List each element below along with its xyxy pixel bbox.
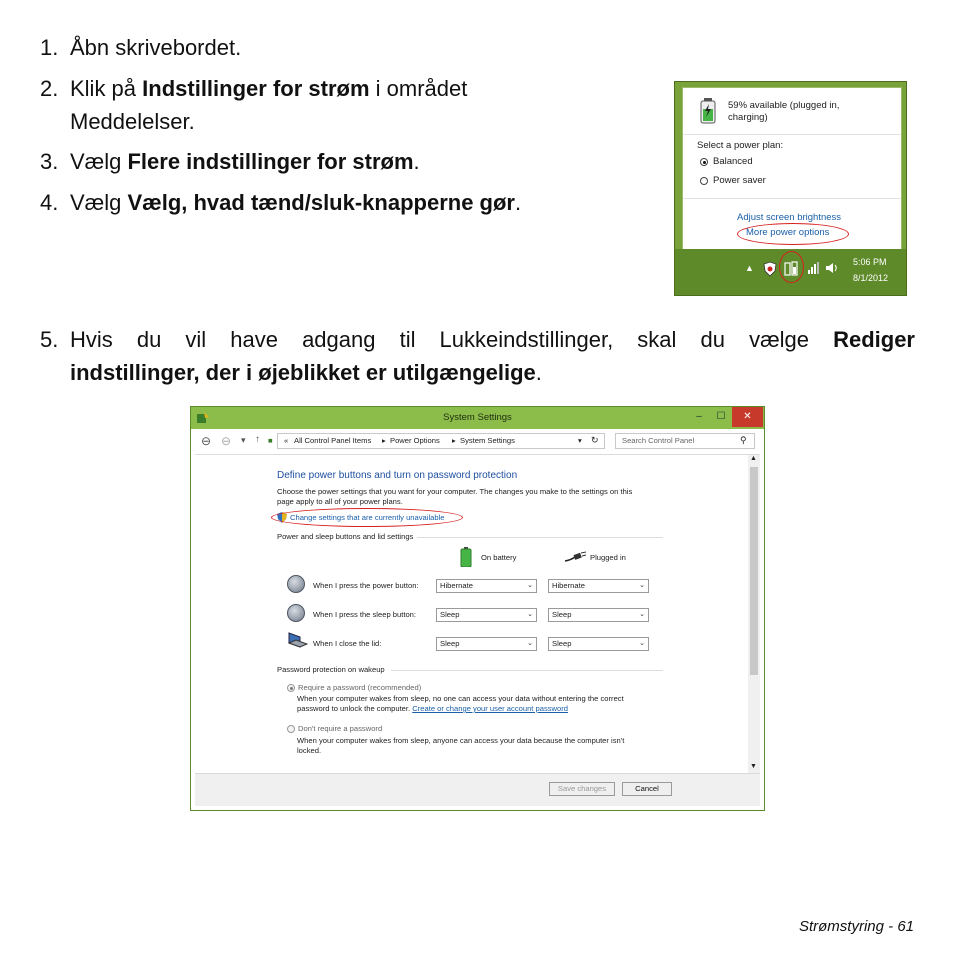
power-button-plugged-select[interactable]: Hibernate ⌄ xyxy=(548,579,649,593)
power-plug-icon xyxy=(563,551,587,563)
divider xyxy=(683,198,901,199)
intro-text: Choose the power settings that you want for your computer. The changes you make to the settings on this xyxy=(277,487,633,496)
up-arrow-icon[interactable]: ↑ xyxy=(255,434,260,445)
highlight-circle xyxy=(271,508,463,527)
cancel-button[interactable]: Cancel xyxy=(622,782,672,796)
scroll-down-icon[interactable]: ▼ xyxy=(750,763,757,770)
step-2: 2. Klik på Indstillinger for strøm i området Meddelelser. xyxy=(40,76,468,134)
chevron-down-icon: ⌄ xyxy=(639,582,645,589)
adjust-brightness-link[interactable]: Adjust screen brightness xyxy=(737,212,842,223)
system-settings-window: System Settings – ☐ ✕ ⊖ ⊖ ▾ ↑ ■ « All Control Panel Items ▸ Power Options ▸ System Settings ▾ ↻ Search Control Panel ⚲ Define power buttons and turn on password protection Choose the power settings that you want for your computer. The changes you make to the settings on this page apply to all of your power plans. Change settings that are currently unavailable Power and sleep buttons and lid settings On battery Plugged in When I press the power button: Hibernate ⌄ Hibernate ⌄ When I press the sleep button: Sleep ⌄ Sleep ⌄ When I close the lid: Sleep ⌄ Sleep ⌄ Password protection on wakeup Require a password (recommended) When your computer wakes from sleep, no one can access your data without entering the correct password to unlock the computer. Create or change your user account password Don't require a password When your computer wakes from sleep, anyone can access your data because the computer isn't locked. ▲ ▼ Save changes Cancel xyxy=(190,406,765,811)
radio-no-password[interactable] xyxy=(287,725,295,733)
chevron-down-icon: ⌄ xyxy=(527,611,533,618)
highlight-circle xyxy=(737,223,849,245)
divider xyxy=(417,537,663,538)
network-signal-icon[interactable] xyxy=(807,261,821,275)
divider xyxy=(391,670,663,671)
close-button[interactable]: ✕ xyxy=(732,407,763,427)
clock-date[interactable]: 8/1/2012 xyxy=(853,273,889,283)
no-password-label: Don't require a password xyxy=(298,724,383,733)
back-arrow-icon[interactable]: ⊖ xyxy=(201,434,212,448)
step-5: 5. Hvis du vil have adgang til Lukkeindstillinger, skal du vælge Rediger xyxy=(40,327,915,352)
button-bar xyxy=(195,773,760,806)
radio-power-saver[interactable] xyxy=(700,177,708,185)
breadcrumb-item[interactable]: All Control Panel Items xyxy=(294,436,372,445)
select-plan-label: Select a power plan: xyxy=(697,140,784,151)
sleep-button-plugged-select[interactable]: Sleep ⌄ xyxy=(548,608,649,622)
chevron-down-icon[interactable]: ▾ xyxy=(241,435,246,445)
step-3: 3. Vælg Flere indstillinger for strøm. xyxy=(40,149,420,174)
battery-icon xyxy=(460,547,472,567)
chevron-down-icon: ⌄ xyxy=(639,640,645,647)
highlight-circle xyxy=(779,251,804,283)
row-label: When I press the power button: xyxy=(313,581,419,590)
laptop-lid-icon xyxy=(286,631,308,651)
radio-balanced[interactable] xyxy=(700,158,708,166)
chevron-right-icon: ▸ xyxy=(382,436,386,445)
search-input[interactable]: Search Control Panel ⚲ xyxy=(615,433,755,449)
chevron-down-icon: ⌄ xyxy=(527,640,533,647)
clock-time[interactable]: 5:06 PM xyxy=(853,257,887,267)
require-password-desc: password to unlock the computer. Create or change your user account password xyxy=(297,704,569,713)
address-bar xyxy=(195,431,760,453)
breadcrumb-item[interactable]: Power Options xyxy=(390,436,440,445)
page-title: Define power buttons and turn on password protection xyxy=(277,470,518,481)
divider xyxy=(195,454,760,455)
step-4: 4. Vælg Vælg, hvad tænd/sluk-knapperne gør. xyxy=(40,190,522,215)
create-password-link[interactable]: Create or change your user account password xyxy=(412,704,569,713)
search-icon[interactable]: ⚲ xyxy=(740,435,747,445)
change-settings-link[interactable]: Change settings that are currently unavailable xyxy=(290,513,445,522)
power-flyout-screenshot xyxy=(674,81,907,296)
power-button-battery-select[interactable]: Hibernate ⌄ xyxy=(436,579,537,593)
breadcrumb[interactable]: « All Control Panel Items ▸ Power Options ▸ System Settings ▾ ↻ xyxy=(277,433,605,449)
lid-plugged-select[interactable]: Sleep ⌄ xyxy=(548,637,649,651)
shield-icon[interactable] xyxy=(763,261,777,277)
row-label: When I press the sleep button: xyxy=(313,610,416,619)
scroll-up-icon[interactable]: ▲ xyxy=(750,455,757,462)
control-panel-icon: ■ xyxy=(268,436,273,445)
taskbar xyxy=(675,249,906,295)
breadcrumb-item[interactable]: System Settings xyxy=(460,436,515,445)
section-title-password: Password protection on wakeup xyxy=(277,665,385,674)
window-title: System Settings xyxy=(443,412,512,423)
row-label: When I close the lid: xyxy=(313,639,382,648)
more-power-options-link[interactable]: More power options xyxy=(746,227,830,238)
chevron-up-icon[interactable]: ▲ xyxy=(745,263,754,273)
minimize-button[interactable]: – xyxy=(696,411,702,422)
plan-balanced-label: Balanced xyxy=(713,156,753,167)
page-footer: Strømstyring - 61 xyxy=(798,918,914,935)
step-5-line2: indstillinger, der i øjeblikket er utilgængelige. xyxy=(70,360,542,385)
maximize-button[interactable]: ☐ xyxy=(716,411,726,422)
window-titlebar xyxy=(191,407,764,429)
power-flyout: 59% available (plugged in, charging) Select a power plan: Balanced Power saver Adjust screen brightness More power options xyxy=(682,87,902,250)
divider xyxy=(683,134,901,135)
radio-require-password[interactable] xyxy=(287,684,295,692)
dropdown-arrow-icon[interactable]: ▾ xyxy=(578,436,582,445)
require-password-label: Require a password (recommended) xyxy=(298,683,422,692)
power-button-icon xyxy=(287,575,305,593)
page-number: 61 xyxy=(897,918,914,935)
speaker-icon[interactable] xyxy=(825,261,839,275)
sleep-button-icon xyxy=(287,604,305,622)
step-1: 1. Åbn skrivebordet. xyxy=(40,35,242,60)
save-changes-button[interactable]: Save changes xyxy=(549,782,615,796)
forward-arrow-icon[interactable]: ⊖ xyxy=(221,434,232,448)
column-plugged-in: Plugged in xyxy=(590,553,626,562)
sleep-button-battery-select[interactable]: Sleep ⌄ xyxy=(436,608,537,622)
battery-charging-icon xyxy=(699,98,717,124)
column-on-battery: On battery xyxy=(481,553,517,562)
chevron-down-icon: ⌄ xyxy=(527,582,533,589)
chevron-right-icon: ▸ xyxy=(452,436,456,445)
scrollbar-thumb[interactable] xyxy=(750,467,758,675)
vertical-scrollbar[interactable] xyxy=(748,455,760,775)
plan-power-saver-label: Power saver xyxy=(713,175,766,186)
battery-status: 59% available (plugged in, xyxy=(728,100,840,111)
lid-battery-select[interactable]: Sleep ⌄ xyxy=(436,637,537,651)
chevron-down-icon: ⌄ xyxy=(639,611,645,618)
section-title-buttons: Power and sleep buttons and lid settings xyxy=(277,532,414,541)
refresh-icon[interactable]: ↻ xyxy=(591,435,599,445)
